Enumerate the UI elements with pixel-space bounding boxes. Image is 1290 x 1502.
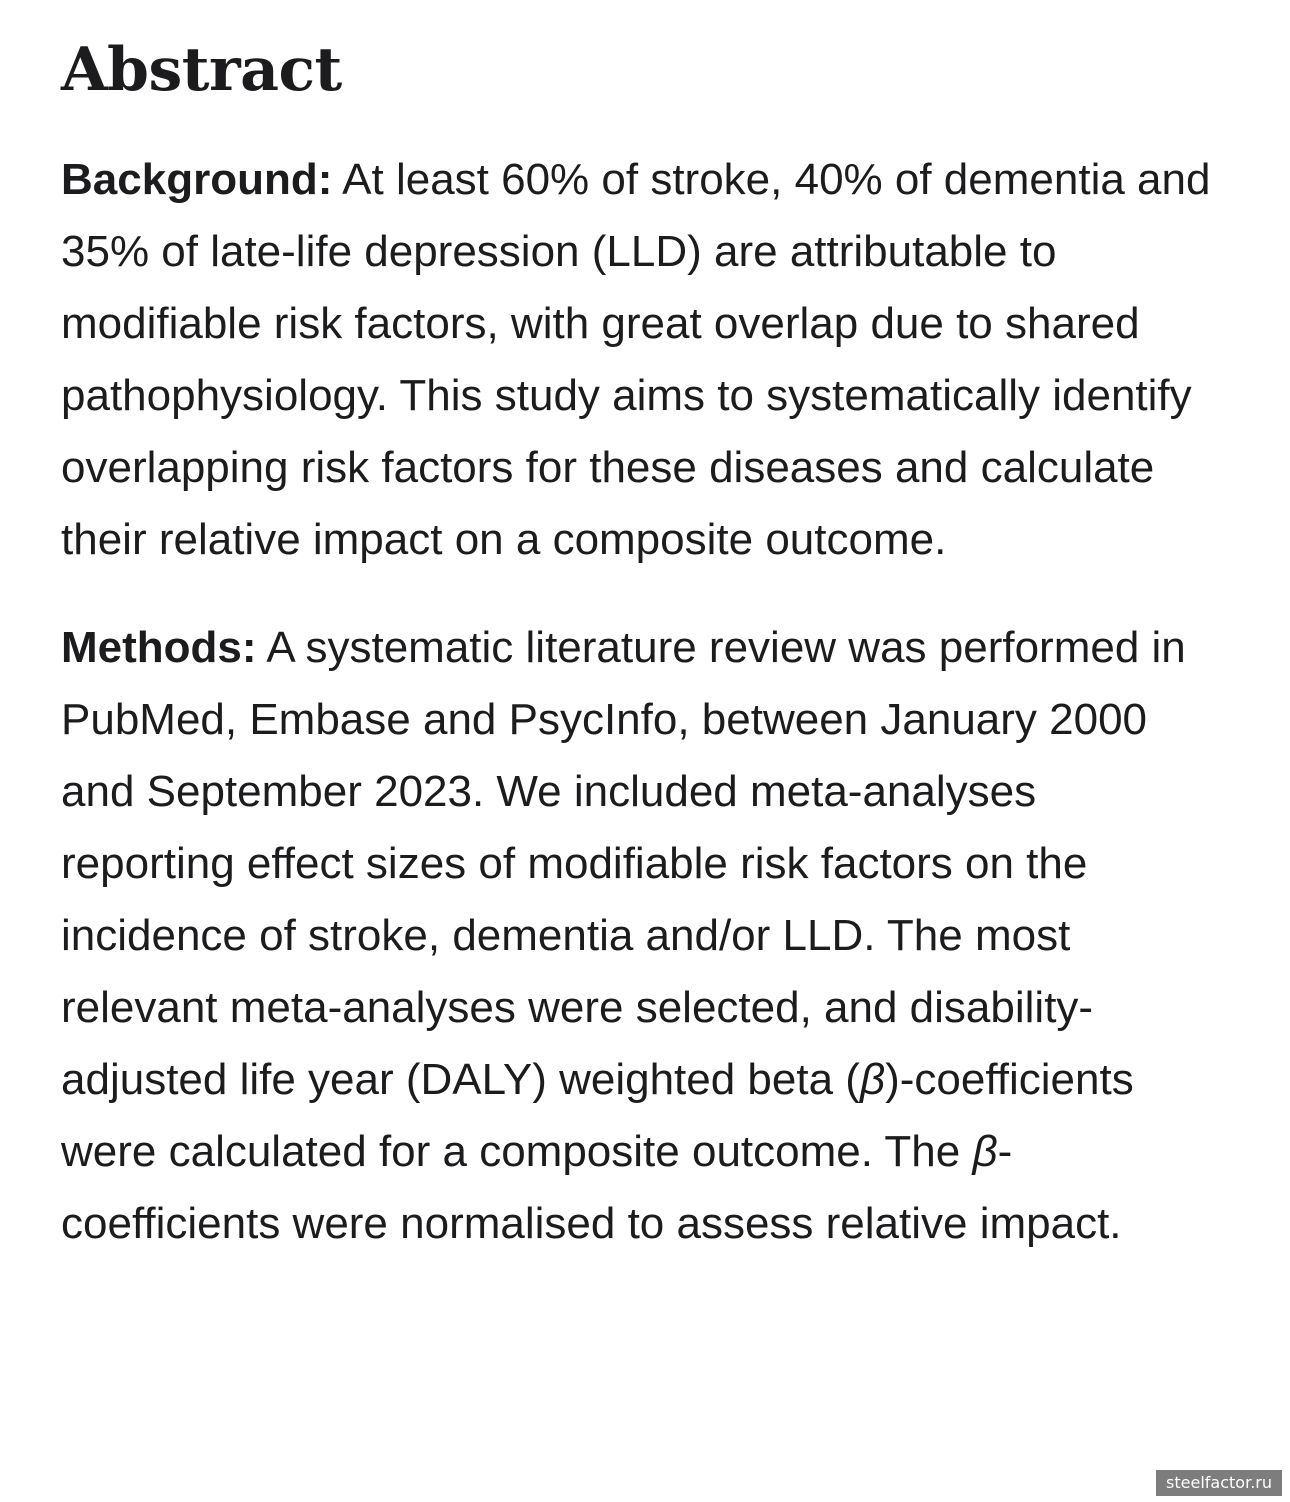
beta-symbol: β xyxy=(972,1127,998,1176)
methods-text-part-3: -coefficients were normalised to assess relative impact. xyxy=(61,1127,1122,1248)
abstract-section xyxy=(61,0,1221,1260)
abstract-heading: Abstract xyxy=(61,35,342,105)
methods-label: Methods: xyxy=(61,623,257,672)
methods-text-part-1: A systematic literature review was performed in PubMed, Embase and PsycInfo, between January 2000 and September 2023. We included meta-analyses reporting effect sizes of modifiable risk factors on the incidence of stroke, dementia and/or LLD. The most relevant meta-analyses were selected, and disability-adjusted life year (DALY) weighted beta ( xyxy=(61,623,1186,1104)
methods-paragraph xyxy=(61,612,1221,1260)
methods-text-part-2: )-coefficients were calculated for a composite outcome. The xyxy=(61,1055,1134,1176)
beta-symbol: β xyxy=(859,1055,886,1104)
watermark: steelfactor.ru xyxy=(1156,1470,1282,1496)
background-label: Background: xyxy=(61,155,333,204)
background-paragraph xyxy=(61,144,1221,576)
background-text: At least 60% of stroke, 40% of dementia and 35% of late-life depression (LLD) are attributable to modifiable risk factors, with great overlap due to shared pathophysiology. This study aims to systematically identify overlapping risk factors for these diseases and calculate their relative impact on a composite outcome. xyxy=(61,155,1211,564)
